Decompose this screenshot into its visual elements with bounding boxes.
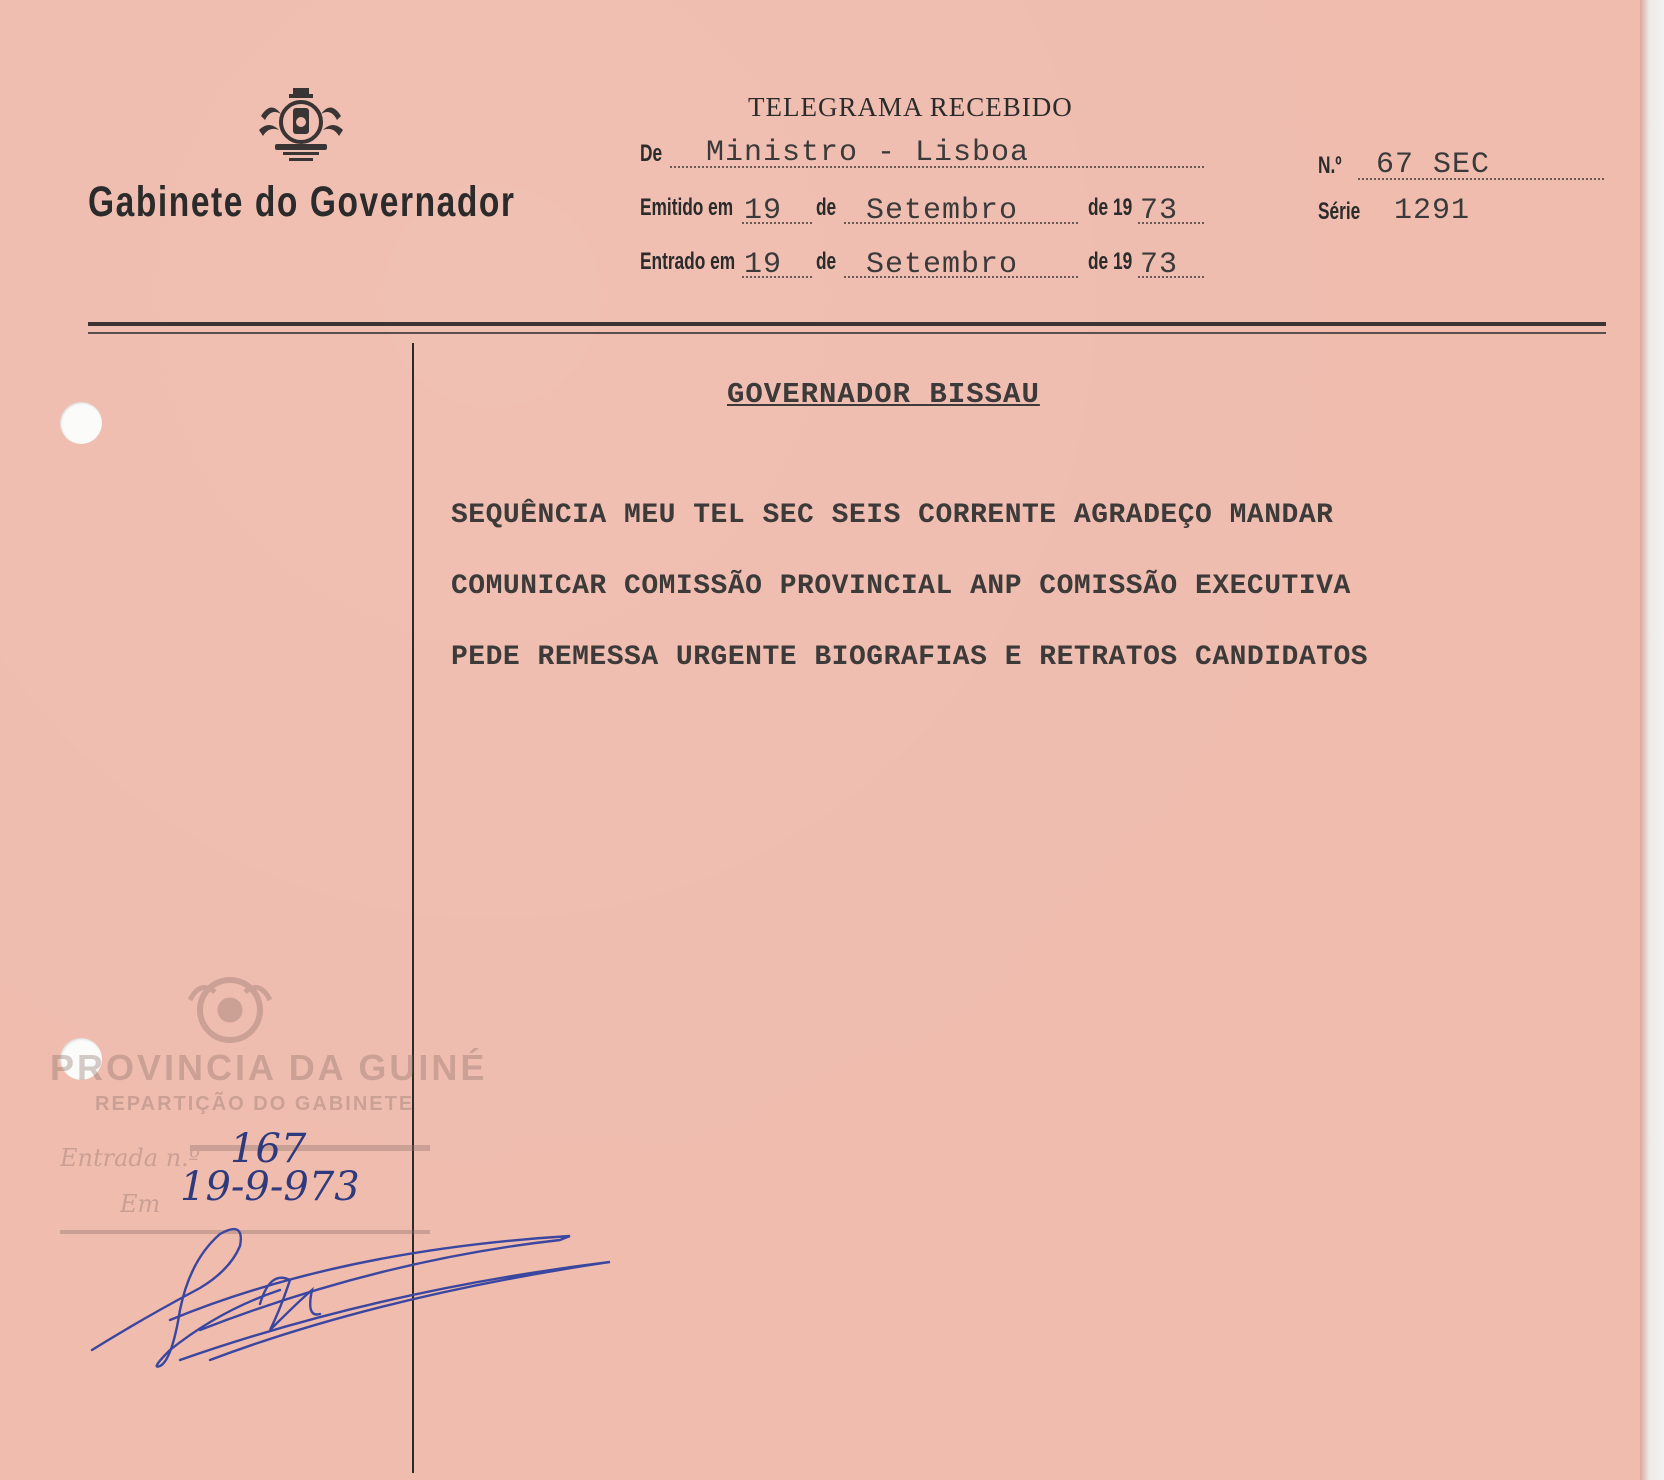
office-name: Gabinete do Governador [88,178,516,226]
message-line: PEDE REMESSA URGENTE BIOGRAFIAS E RETRATOS CANDIDATOS [451,642,1369,673]
issued-month-dotted-line [844,222,1078,224]
received-year: 73 [1140,248,1179,282]
handwritten-signature [80,1210,640,1370]
message-line: SEQUÊNCIA MEU TEL SEC SEIS CORRENTE AGRADEÇO MANDAR [451,500,1334,531]
issued-year: 73 [1140,194,1179,228]
header-rule [88,322,1606,326]
number-dotted-line [1358,178,1604,180]
issued-month: Setembro [866,194,1019,228]
from-label: De [640,140,663,167]
received-year-label: de 19 [1088,248,1133,275]
message-line: COMUNICAR COMISSÃO PROVINCIAL ANP COMISSÃO EXECUTIVA [451,571,1351,602]
received-month: Setembro [866,248,1019,282]
page-edge [1640,0,1664,1480]
svg-text:Entrada n.º: Entrada n.º [60,1144,201,1172]
number-label: N.º [1318,152,1342,179]
svg-text:PROVINCIA DA GUINÉ: PROVINCIA DA GUINÉ [50,1047,488,1088]
received-year-dotted-line [1138,276,1204,278]
punch-hole [60,402,102,444]
handwritten-entry-date: 19-9-973 [180,1164,360,1210]
received-day: 19 [744,248,783,282]
from-dotted-line [670,166,1204,168]
issued-label: Emitido em [640,194,734,221]
header-rule-thin [88,332,1606,334]
issued-day: 19 [744,194,783,228]
issued-year-label: de 19 [1088,194,1133,221]
received-de-label: de [816,248,837,275]
from-value: Ministro - Lisboa [706,136,1030,170]
issued-year-dotted-line [1138,222,1204,224]
received-label: Entrado em [640,248,736,275]
handwritten-entry-number: 167 [230,1126,307,1172]
coat-of-arms-icon [253,86,349,164]
series-value: 1291 [1394,194,1471,228]
received-month-dotted-line [844,276,1078,278]
svg-text:Em: Em [120,1190,161,1218]
issued-day-dotted-line [742,222,812,224]
issued-de-label: de [816,194,837,221]
form-title: TELEGRAMA RECEBIDO [748,92,1073,122]
number-value: 67 SEC [1376,148,1491,182]
addressee: GOVERNADOR BISSAU [727,378,1040,411]
received-day-dotted-line [742,276,812,278]
series-label: Série [1318,198,1361,225]
svg-text:REPARTIÇÃO DO GABINETE: REPARTIÇÃO DO GABINETE [95,1093,415,1115]
